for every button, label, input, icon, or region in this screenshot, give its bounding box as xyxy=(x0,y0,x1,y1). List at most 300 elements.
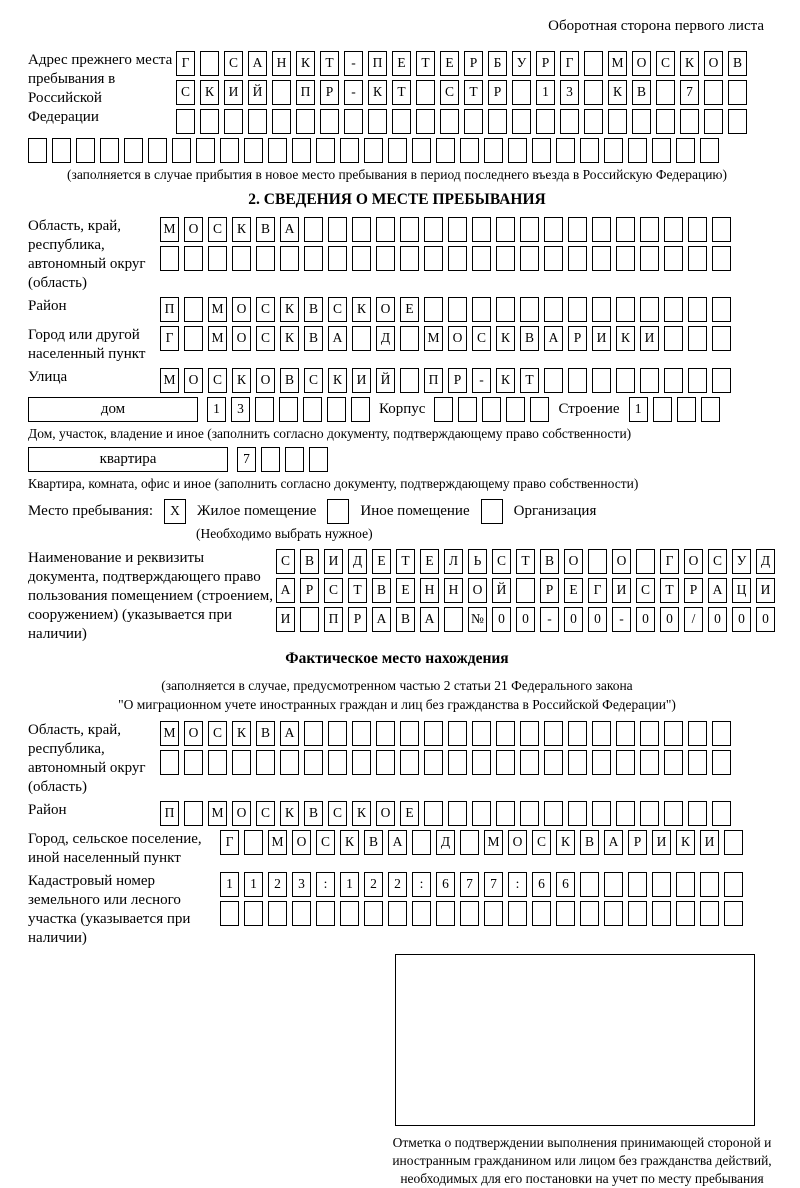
char-cell: Б xyxy=(488,51,507,76)
section2-block xyxy=(28,217,771,644)
char-cell xyxy=(616,297,635,322)
char-cell: Р xyxy=(540,578,559,603)
char-cell xyxy=(388,901,407,926)
char-cell xyxy=(688,368,707,393)
char-cell xyxy=(352,721,371,746)
char-cell: А xyxy=(248,51,267,76)
stay-type-row xyxy=(28,499,766,524)
house-box: дом xyxy=(28,397,198,422)
char-cell xyxy=(184,801,203,826)
char-cell xyxy=(704,109,723,134)
char-cell: 1 xyxy=(220,872,239,897)
char-cell xyxy=(656,80,675,105)
char-cell xyxy=(584,80,603,105)
char-cell xyxy=(568,801,587,826)
char-cell: К xyxy=(232,217,251,242)
char-cell xyxy=(512,109,531,134)
char-cell: С xyxy=(328,297,347,322)
char-cell xyxy=(532,901,551,926)
char-cell xyxy=(482,397,501,422)
char-cell xyxy=(632,109,651,134)
char-cell xyxy=(556,901,575,926)
char-cell: - xyxy=(344,80,363,105)
actual-region-row-2 xyxy=(160,750,731,775)
char-cell xyxy=(536,109,555,134)
char-cell xyxy=(400,750,419,775)
char-cell: 7 xyxy=(680,80,699,105)
char-cell xyxy=(340,138,359,163)
char-cell xyxy=(484,901,503,926)
char-cell: Р xyxy=(536,51,555,76)
char-cell: К xyxy=(352,801,371,826)
stay-option-other-label: Иное помещение xyxy=(360,503,470,519)
char-cell xyxy=(292,901,311,926)
char-cell xyxy=(556,138,575,163)
char-cell: К xyxy=(328,368,347,393)
char-cell: И xyxy=(224,80,243,105)
char-cell xyxy=(376,721,395,746)
char-cell xyxy=(640,801,659,826)
char-cell: Е xyxy=(400,297,419,322)
char-cell: Г xyxy=(176,51,195,76)
char-cell: 2 xyxy=(388,872,407,897)
stroenie-cells xyxy=(629,397,720,422)
char-cell: И xyxy=(324,549,343,574)
char-cell: О xyxy=(232,297,251,322)
char-cell xyxy=(712,217,731,242)
char-cell xyxy=(328,217,347,242)
char-cell: С xyxy=(208,721,227,746)
char-cell xyxy=(580,138,599,163)
char-cell xyxy=(688,801,707,826)
char-cell xyxy=(628,138,647,163)
apartment-cells xyxy=(237,447,328,472)
char-cell xyxy=(328,721,347,746)
char-cell: К xyxy=(608,80,627,105)
char-cell: И xyxy=(352,368,371,393)
char-cell: С xyxy=(532,830,551,855)
char-cell xyxy=(496,246,515,271)
apartment-row xyxy=(28,447,766,472)
stamp-caption: Отметка о подтверждении выполнения принимающей стороной и иностранным гражданином или лицом без гражданства действий, необходимых для его постановки на учет по месту пребывания xyxy=(392,1135,772,1186)
char-cell xyxy=(424,246,443,271)
char-cell xyxy=(664,368,683,393)
char-cell xyxy=(520,750,539,775)
stay-option-residential-label: Жилое помещение xyxy=(197,503,317,519)
char-cell xyxy=(176,109,195,134)
char-cell: С xyxy=(256,297,275,322)
char-cell: В xyxy=(300,549,319,574)
char-cell xyxy=(580,901,599,926)
char-cell xyxy=(664,750,683,775)
char-cell: У xyxy=(512,51,531,76)
char-cell xyxy=(200,109,219,134)
street-row xyxy=(160,368,731,393)
char-cell: 0 xyxy=(708,607,727,632)
actual-location-block xyxy=(28,721,766,948)
char-cell: М xyxy=(160,368,179,393)
char-cell: М xyxy=(268,830,287,855)
char-cell: П xyxy=(368,51,387,76)
char-cell: И xyxy=(700,830,719,855)
char-cell xyxy=(424,217,443,242)
char-cell: О xyxy=(184,368,203,393)
char-cell: Р xyxy=(448,368,467,393)
char-cell xyxy=(516,578,535,603)
char-cell: К xyxy=(200,80,219,105)
char-cell xyxy=(352,217,371,242)
char-cell xyxy=(392,109,411,134)
stroenie-label: Строение xyxy=(558,401,620,417)
char-cell: О xyxy=(468,578,487,603)
char-cell xyxy=(636,549,655,574)
section2-title: 2. СВЕДЕНИЯ О МЕСТЕ ПРЕБЫВАНИЯ xyxy=(248,191,546,208)
char-cell xyxy=(724,830,743,855)
char-cell: К xyxy=(496,368,515,393)
char-cell xyxy=(412,901,431,926)
actual-city-row xyxy=(220,830,743,855)
char-cell xyxy=(472,801,491,826)
char-cell xyxy=(652,872,671,897)
char-cell xyxy=(224,109,243,134)
char-cell xyxy=(604,901,623,926)
previous-address-row-4 xyxy=(28,138,766,163)
char-cell xyxy=(724,901,743,926)
char-cell xyxy=(448,297,467,322)
char-cell: О xyxy=(684,549,703,574)
char-cell: М xyxy=(208,297,227,322)
char-cell xyxy=(280,750,299,775)
char-cell xyxy=(172,138,191,163)
char-cell: 7 xyxy=(460,872,479,897)
char-cell xyxy=(712,326,731,351)
char-cell: : xyxy=(412,872,431,897)
char-cell xyxy=(440,109,459,134)
char-cell: О xyxy=(564,549,583,574)
char-cell xyxy=(592,801,611,826)
char-cell xyxy=(424,801,443,826)
char-cell xyxy=(255,397,274,422)
char-cell xyxy=(464,109,483,134)
char-cell: У xyxy=(732,549,751,574)
char-cell xyxy=(700,138,719,163)
char-cell: - xyxy=(540,607,559,632)
char-cell: Р xyxy=(684,578,703,603)
char-cell xyxy=(148,138,167,163)
char-cell xyxy=(232,750,251,775)
char-cell xyxy=(728,109,747,134)
char-cell xyxy=(300,607,319,632)
char-cell: 0 xyxy=(564,607,583,632)
char-cell xyxy=(712,801,731,826)
char-cell: 6 xyxy=(556,872,575,897)
char-cell xyxy=(677,397,696,422)
char-cell xyxy=(520,246,539,271)
char-cell: Р xyxy=(464,51,483,76)
char-cell xyxy=(680,109,699,134)
char-cell: Е xyxy=(396,578,415,603)
char-cell xyxy=(728,80,747,105)
char-cell: А xyxy=(420,607,439,632)
char-cell xyxy=(316,138,335,163)
char-cell xyxy=(496,801,515,826)
char-cell: В xyxy=(304,297,323,322)
house-number-cells xyxy=(207,397,370,422)
char-cell xyxy=(704,80,723,105)
char-cell: Р xyxy=(300,578,319,603)
char-cell xyxy=(664,297,683,322)
char-cell: - xyxy=(344,51,363,76)
char-cell xyxy=(196,138,215,163)
char-cell xyxy=(328,246,347,271)
char-cell: 2 xyxy=(364,872,383,897)
char-cell xyxy=(472,721,491,746)
region-label: Область, край, республика, автономный округ (область) xyxy=(28,218,146,291)
char-cell: Т xyxy=(416,51,435,76)
char-cell xyxy=(496,721,515,746)
char-cell xyxy=(712,297,731,322)
char-cell: К xyxy=(340,830,359,855)
char-cell xyxy=(351,397,370,422)
char-cell xyxy=(444,607,463,632)
char-cell xyxy=(200,51,219,76)
char-cell xyxy=(592,246,611,271)
char-cell: 3 xyxy=(292,872,311,897)
char-cell: В xyxy=(256,721,275,746)
char-cell xyxy=(652,901,671,926)
char-cell: 0 xyxy=(660,607,679,632)
char-cell: 3 xyxy=(560,80,579,105)
char-cell xyxy=(724,872,743,897)
char-cell: П xyxy=(296,80,315,105)
char-cell: Е xyxy=(420,549,439,574)
char-cell: 6 xyxy=(436,872,455,897)
char-cell xyxy=(124,138,143,163)
stay-option-organization-label: Организация xyxy=(513,503,597,519)
previous-address-row-2 xyxy=(176,80,747,105)
char-cell: И xyxy=(756,578,775,603)
char-cell xyxy=(448,246,467,271)
char-cell: К xyxy=(296,51,315,76)
char-cell: 0 xyxy=(588,607,607,632)
char-cell: Д xyxy=(376,326,395,351)
char-cell: Н xyxy=(420,578,439,603)
char-cell: О xyxy=(292,830,311,855)
char-cell: - xyxy=(472,368,491,393)
previous-address-block xyxy=(28,51,766,183)
char-cell xyxy=(448,217,467,242)
street-label: Улица xyxy=(28,369,68,385)
char-cell: К xyxy=(352,297,371,322)
cadastre-row-1 xyxy=(220,872,743,897)
char-cell: С xyxy=(328,801,347,826)
house-row xyxy=(28,397,766,422)
char-cell: К xyxy=(496,326,515,351)
char-cell: О xyxy=(508,830,527,855)
char-cell xyxy=(352,326,371,351)
char-cell xyxy=(712,368,731,393)
char-cell: Т xyxy=(464,80,483,105)
char-cell xyxy=(520,801,539,826)
char-cell: Л xyxy=(444,549,463,574)
char-cell xyxy=(28,138,47,163)
char-cell: С xyxy=(208,217,227,242)
char-cell: С xyxy=(176,80,195,105)
char-cell xyxy=(584,109,603,134)
char-cell xyxy=(688,750,707,775)
char-cell xyxy=(400,368,419,393)
char-cell: О xyxy=(632,51,651,76)
stay-option-other-checkbox xyxy=(327,499,349,524)
char-cell: : xyxy=(508,872,527,897)
char-cell xyxy=(220,138,239,163)
char-cell xyxy=(508,901,527,926)
char-cell: К xyxy=(556,830,575,855)
char-cell: А xyxy=(280,721,299,746)
char-cell xyxy=(285,447,304,472)
actual-region-row-1 xyxy=(160,721,731,746)
char-cell: П xyxy=(160,297,179,322)
char-cell: О xyxy=(704,51,723,76)
char-cell xyxy=(544,750,563,775)
char-cell: Ь xyxy=(468,549,487,574)
cadastre-row-2 xyxy=(220,901,743,926)
char-cell xyxy=(604,872,623,897)
char-cell: Г xyxy=(160,326,179,351)
char-cell: М xyxy=(208,326,227,351)
char-cell: М xyxy=(484,830,503,855)
char-cell xyxy=(520,217,539,242)
district-label: Район xyxy=(28,298,67,314)
actual-location-caption-2: "О миграционном учете иностранных граждан и лиц без гражданства в Российской Федерации") xyxy=(118,697,676,712)
char-cell: 0 xyxy=(636,607,655,632)
char-cell: Д xyxy=(348,549,367,574)
char-cell xyxy=(244,138,263,163)
previous-address-caption: (заполняется в случае прибытия в новое место пребывания в период последнего въезда в Российскую Федерацию) xyxy=(66,167,728,182)
char-cell xyxy=(304,721,323,746)
char-cell: Т xyxy=(396,549,415,574)
char-cell: А xyxy=(280,217,299,242)
confirmation-stamp-box xyxy=(395,954,755,1126)
actual-location-title: Фактическое место нахождения xyxy=(285,650,509,667)
char-cell: Т xyxy=(520,368,539,393)
char-cell: А xyxy=(372,607,391,632)
char-cell: 1 xyxy=(629,397,648,422)
char-cell xyxy=(592,217,611,242)
char-cell xyxy=(368,109,387,134)
char-cell xyxy=(640,750,659,775)
char-cell: 6 xyxy=(532,872,551,897)
char-cell xyxy=(488,109,507,134)
previous-address-row-1 xyxy=(176,51,747,76)
char-cell: К xyxy=(280,326,299,351)
char-cell: К xyxy=(232,368,251,393)
char-cell xyxy=(412,138,431,163)
char-cell xyxy=(700,901,719,926)
char-cell: П xyxy=(424,368,443,393)
char-cell xyxy=(640,368,659,393)
char-cell xyxy=(160,246,179,271)
char-cell xyxy=(208,750,227,775)
char-cell xyxy=(261,447,280,472)
char-cell xyxy=(376,217,395,242)
char-cell xyxy=(560,109,579,134)
char-cell: А xyxy=(388,830,407,855)
char-cell xyxy=(688,721,707,746)
char-cell: К xyxy=(680,51,699,76)
document-label: Наименование и реквизиты документа, подтверждающего право пользования помещением (строением, сооружением) (указывается при наличии) xyxy=(28,550,273,642)
char-cell xyxy=(664,801,683,826)
char-cell: К xyxy=(676,830,695,855)
char-cell: В xyxy=(632,80,651,105)
char-cell xyxy=(184,326,203,351)
char-cell xyxy=(472,297,491,322)
char-cell xyxy=(328,750,347,775)
char-cell: М xyxy=(424,326,443,351)
char-cell: Г xyxy=(220,830,239,855)
char-cell xyxy=(416,80,435,105)
char-cell: М xyxy=(608,51,627,76)
char-cell xyxy=(653,397,672,422)
char-cell xyxy=(664,217,683,242)
char-cell xyxy=(640,297,659,322)
char-cell: Т xyxy=(320,51,339,76)
char-cell xyxy=(376,750,395,775)
char-cell xyxy=(352,750,371,775)
char-cell xyxy=(676,901,695,926)
char-cell xyxy=(472,246,491,271)
stay-option-organization-checkbox xyxy=(481,499,503,524)
char-cell xyxy=(364,138,383,163)
char-cell: Р xyxy=(488,80,507,105)
char-cell: 3 xyxy=(231,397,250,422)
char-cell xyxy=(460,138,479,163)
document-row-3 xyxy=(276,607,775,632)
actual-city-label: Город, сельское поселение, иной населенный пункт xyxy=(28,831,202,866)
char-cell: 0 xyxy=(756,607,775,632)
char-cell xyxy=(568,721,587,746)
char-cell: : xyxy=(316,872,335,897)
char-cell xyxy=(688,326,707,351)
char-cell xyxy=(616,217,635,242)
char-cell xyxy=(544,721,563,746)
district-row xyxy=(160,297,731,322)
char-cell xyxy=(472,217,491,242)
char-cell xyxy=(568,297,587,322)
char-cell xyxy=(640,217,659,242)
char-cell xyxy=(458,397,477,422)
char-cell xyxy=(628,901,647,926)
char-cell: 1 xyxy=(207,397,226,422)
char-cell: К xyxy=(232,721,251,746)
char-cell: К xyxy=(368,80,387,105)
char-cell xyxy=(616,721,635,746)
korpus-label: Корпус xyxy=(379,401,426,417)
char-cell xyxy=(544,801,563,826)
char-cell xyxy=(568,246,587,271)
char-cell: Г xyxy=(588,578,607,603)
char-cell xyxy=(592,297,611,322)
char-cell: С xyxy=(208,368,227,393)
char-cell: А xyxy=(276,578,295,603)
char-cell xyxy=(436,138,455,163)
char-cell: С xyxy=(256,326,275,351)
char-cell xyxy=(272,80,291,105)
char-cell: Н xyxy=(272,51,291,76)
char-cell: Е xyxy=(440,51,459,76)
char-cell: С xyxy=(276,549,295,574)
char-cell xyxy=(400,217,419,242)
